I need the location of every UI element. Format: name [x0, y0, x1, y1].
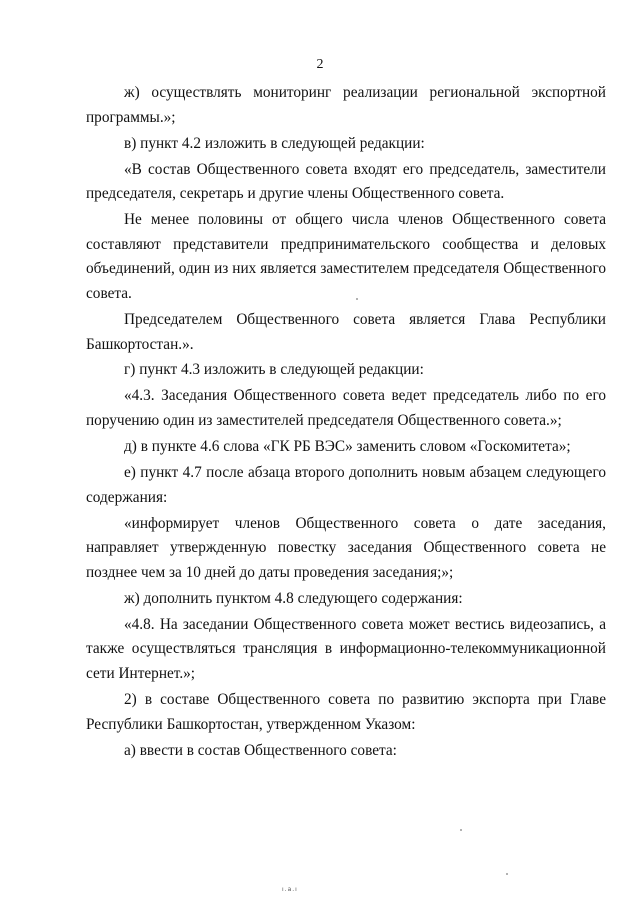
scan-mark: ı.a.ı: [282, 886, 298, 893]
paragraph-composition-decree: 2) в составе Общественного совета по развитию экспорта при Главе Республики Башкортостан, утвержденном Указом:: [86, 690, 606, 733]
paragraph-informs-members: «информирует членов Общественного совета о дате заседания, направляет утвержденную повестку заседания Общественного совета не позднее чем за 10 дней до даты проведения заседания;»;: [86, 514, 606, 581]
paragraph-business-representatives: Не менее половины от общего числа членов Общественного совета составляют представители предпринимательского сообщества и деловых объединений, один из них является заместителем председателя Общественного совета.: [86, 211, 606, 302]
page-number: 2: [316, 57, 324, 72]
scan-speck: [506, 873, 508, 875]
paragraph-e-point-4-7: е) пункт 4.7 после абзаца второго дополнить новым абзацем следующего содержания:: [86, 464, 606, 506]
scan-speck: [460, 829, 462, 831]
document-body: [86, 81, 606, 765]
scan-speck: [356, 298, 358, 300]
paragraph-zh-point-4-8: ж) дополнить пунктом 4.8 следующего содержания:: [124, 589, 463, 607]
paragraph-v-point-4-2: в) пункт 4.2 изложить в следующей редакции:: [124, 134, 425, 152]
paragraph-a-introduce: а) ввести в состав Общественного совета:: [124, 741, 397, 759]
paragraph-zh-monitoring: ж) осуществлять мониторинг реализации региональной экспортной программы.»;: [86, 84, 606, 126]
paragraph-council-composition: «В состав Общественного совета входят его председатель, заместители председателя, секретарь и другие члены Общественного совета.: [86, 160, 606, 203]
paragraph-d-point-4-6: д) в пункте 4.6 слова «ГК РБ ВЭС» заменить словом «Госкомитета»;: [124, 438, 571, 456]
paragraph-chairman: Председателем Общественного совета является Глава Республики Башкортостан.».: [86, 310, 606, 353]
paragraph-meetings: «4.3. Заседания Общественного совета ведет председатель либо по его поручению один из заместителей председателя Общественного совета.»;: [86, 387, 606, 430]
paragraph-g-point-4-3: г) пункт 4.3 изложить в следующей редакции:: [124, 361, 424, 379]
paragraph-video-recording: «4.8. На заседании Общественного совета может вестись видеозапись, а также осуществляться трансляция в информационно-телекоммуникационной сети Интернет.»;: [86, 615, 606, 682]
